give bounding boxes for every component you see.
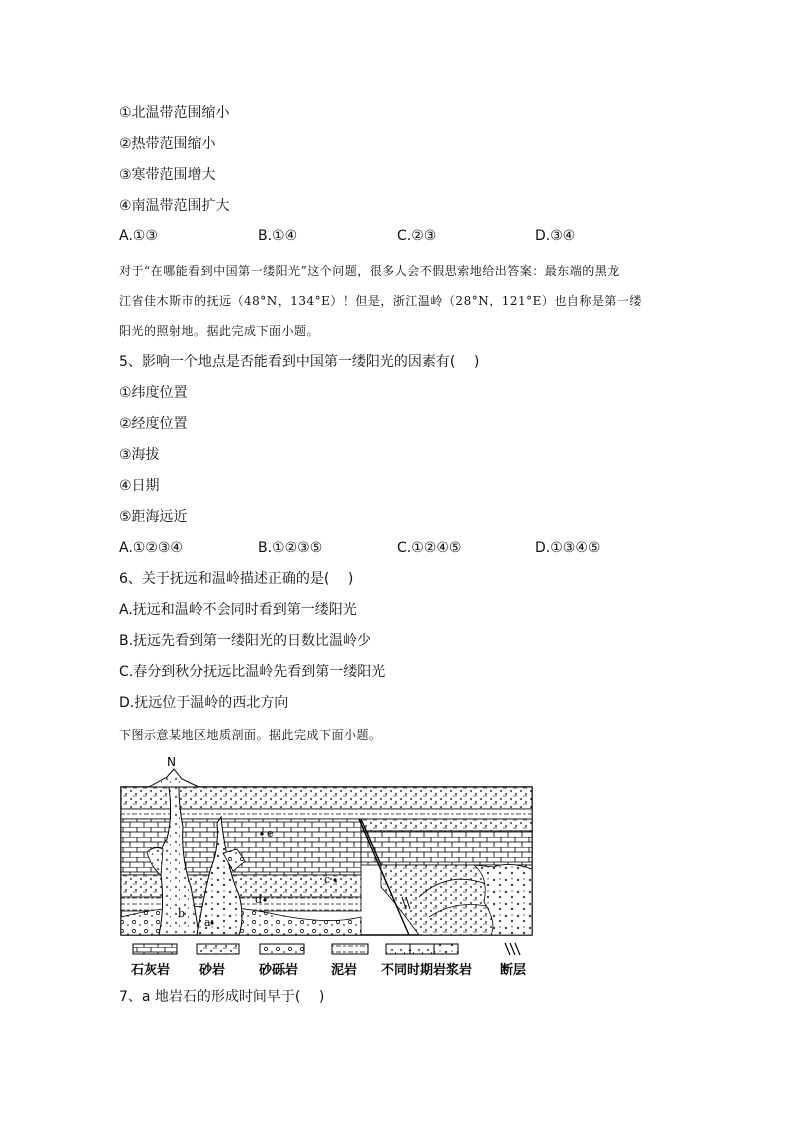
q6-option-c: C.春分到秋分抚远比温岭先看到第一缕阳光 — [119, 664, 386, 680]
legend-limestone: 石灰岩 — [131, 963, 171, 978]
geologic-cross-section-figure — [119, 757, 535, 982]
passage-line-3: 阳光的照射地。据此完成下面小题。 — [119, 324, 320, 338]
q4-choice-b: B.①④ — [258, 228, 298, 244]
q4-option-4: ④南温带范围扩大 — [119, 198, 230, 214]
mark-c: c — [324, 873, 331, 886]
legend-sandstone: 砂岩 — [199, 963, 226, 978]
q4-choice-d: D.③④ — [535, 228, 576, 244]
legend-fault: 断层 — [500, 963, 527, 978]
q5-option-2: ②经度位置 — [119, 416, 188, 432]
q4-option-3: ③寒带范围增大 — [119, 167, 216, 183]
q5-choice-d: D.①③④⑤ — [535, 540, 601, 556]
q5-option-5: ⑤距海远近 — [119, 509, 188, 525]
passage-first-sunlight — [119, 256, 679, 346]
q4-option-1: ①北温带范围缩小 — [119, 105, 230, 121]
q6-option-d: D.抚远位于温岭的西北方向 — [119, 695, 289, 711]
q4-option-2: ②热带范围缩小 — [119, 136, 216, 152]
q5-choice-c: C.①②④⑤ — [397, 540, 462, 556]
volcano-cone — [149, 769, 199, 787]
mark-b: b — [178, 907, 186, 920]
q4-choice-c: C.②③ — [397, 228, 437, 244]
q5-option-3: ③海拔 — [119, 447, 160, 463]
q4-choice-a: A.①③ — [119, 228, 158, 244]
q6-option-b: B.抚远先看到第一缕阳光的日数比温岭少 — [119, 633, 372, 649]
q5-option-4: ④日期 — [119, 478, 160, 494]
q6-option-a: A.抚远和温岭不会同时看到第一缕阳光 — [119, 602, 357, 618]
passage-geology-line: 下图示意某地区地质剖面。据此完成下面小题。 — [119, 728, 382, 742]
legend-conglomerate: 砂砾岩 — [259, 963, 299, 978]
passage-line-2: 江省佳木斯市的抚远（48°N，134°E）！但是，浙江温岭（28°N，121°E）也自称是第一缕 — [119, 294, 642, 308]
q5-option-1: ①纬度位置 — [119, 385, 188, 401]
mark-d: d — [255, 893, 263, 906]
q5-choice-b: B.①②③⑤ — [258, 540, 323, 556]
q5-choice-a: A.①②③④ — [119, 540, 183, 556]
figure-legend — [131, 943, 526, 978]
q6-stem: 6、关于抚远和温岭描述正确的是( ) — [119, 571, 354, 587]
q5-stem: 5、影响一个地点是否能看到中国第一缕阳光的因素有( ) — [119, 354, 480, 370]
passage-geology — [119, 723, 679, 747]
legend-magmatic-rock: 不同时期岩浆岩 — [381, 963, 473, 978]
passage-line-1: 对于“在哪能看到中国第一缕阳光”这个问题，很多人会不假思索地给出答案：最东端的黑龙 — [119, 264, 620, 278]
legend-mudstone: 泥岩 — [331, 963, 358, 978]
mark-e: e — [267, 827, 274, 840]
mark-n: N — [167, 757, 176, 769]
mark-a: a — [204, 916, 211, 929]
q5-choices — [119, 538, 679, 558]
q7-stem: 7、a 地岩石的形成时间早于( ) — [119, 989, 325, 1005]
q4-choices — [119, 226, 679, 246]
